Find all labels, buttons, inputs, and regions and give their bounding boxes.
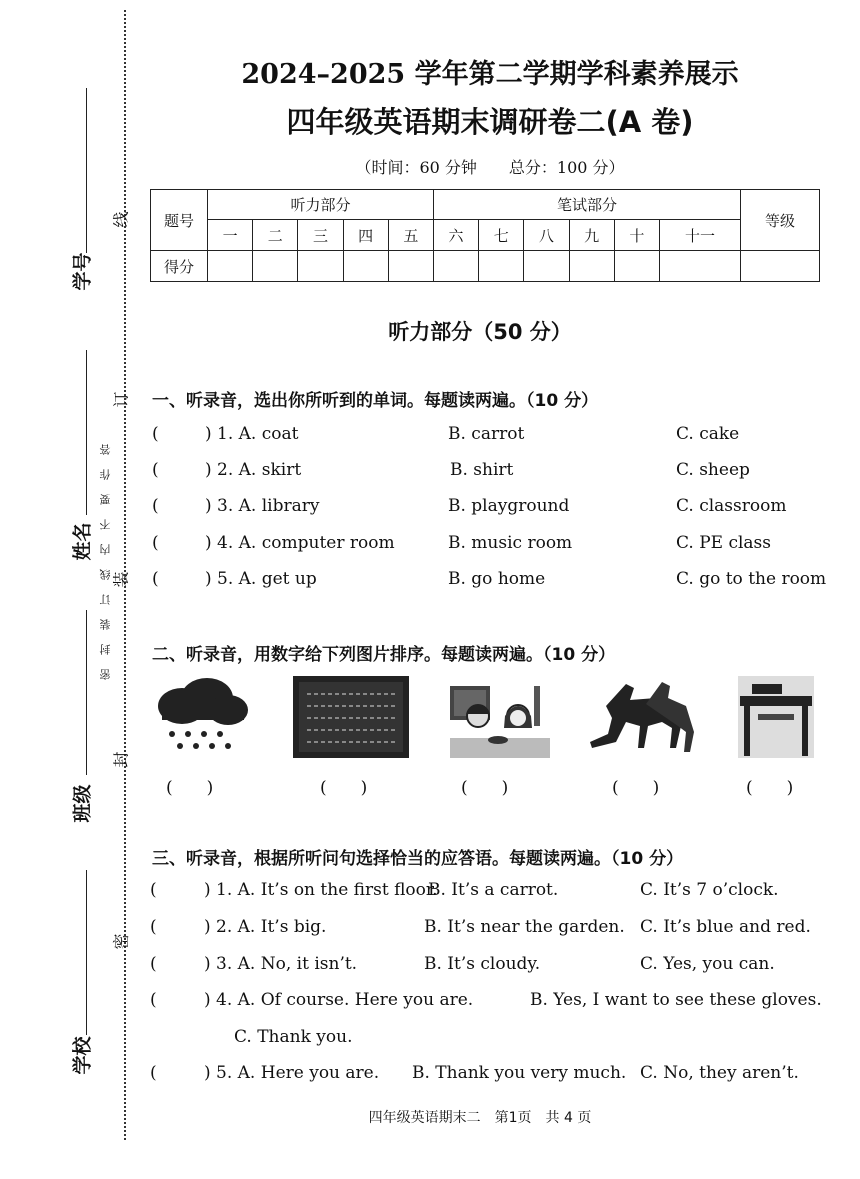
option-a: ) 5. A. get up xyxy=(205,569,317,589)
option-c: C. sheep xyxy=(676,460,750,480)
page-footer: 四年级英语期末二 第1页 共 4 页 xyxy=(368,1110,592,1126)
option-a: ) 1. A. coat xyxy=(205,424,299,444)
col-number: 四 xyxy=(343,220,388,251)
seal-char-ding: 订 xyxy=(111,391,131,408)
writing-header: 笔试部分 xyxy=(433,190,740,220)
score-cell[interactable] xyxy=(524,251,569,282)
col-number: 九 xyxy=(569,220,614,251)
option-b: B. Yes, I want to see these gloves. xyxy=(530,990,822,1010)
answer-paren[interactable]: ( xyxy=(152,460,159,480)
order-blank[interactable]: ( ) xyxy=(746,778,794,798)
class-line xyxy=(86,610,87,775)
q3-title: 三、听录音，根据所听问句选择恰当的应答语。每题读两遍。（10 分） xyxy=(152,849,684,869)
answer-paren[interactable]: ( xyxy=(152,533,159,553)
student-id-label: 学号 xyxy=(71,252,94,291)
option-a: ) 3. A. No, it isn’t. xyxy=(204,954,358,974)
class-label: 班级 xyxy=(71,784,94,823)
option-c: C. It’s blue and red. xyxy=(640,917,811,937)
score-cell[interactable] xyxy=(253,251,298,282)
answer-paren[interactable]: ( xyxy=(152,496,159,516)
option-b: B. It’s cloudy. xyxy=(424,954,541,974)
col-number: 三 xyxy=(298,220,343,251)
answer-paren[interactable]: ( xyxy=(150,990,157,1010)
col-number: 七 xyxy=(479,220,524,251)
option-b: B. It’s near the garden. xyxy=(424,917,625,937)
answer-paren[interactable]: ( xyxy=(150,917,157,937)
option-b: B. carrot xyxy=(448,424,525,444)
q3-item xyxy=(0,880,860,904)
exam-title: 2024–2025 学年第二学期学科素养展示 xyxy=(241,59,739,90)
option-c: C. cake xyxy=(676,424,740,444)
grade-header: 等级 xyxy=(741,190,820,251)
col-number: 一 xyxy=(208,220,253,251)
col-number: 二 xyxy=(253,220,298,251)
score-cell[interactable] xyxy=(388,251,433,282)
col-number: 十 xyxy=(614,220,659,251)
question-number-header: 题号 xyxy=(151,190,208,251)
children-at-table-picture xyxy=(450,676,550,758)
option-a: ) 1. A. It’s on the first floor. xyxy=(204,880,438,900)
option-b: B. playground xyxy=(448,496,570,516)
answer-paren[interactable]: ( xyxy=(152,424,159,444)
horses-picture xyxy=(586,676,696,758)
option-c: C. classroom xyxy=(676,496,787,516)
q3-item xyxy=(0,917,860,941)
q3-item xyxy=(0,990,860,1014)
q1-item xyxy=(0,424,860,448)
order-blank[interactable]: ( ) xyxy=(166,778,214,798)
q2-title: 二、听录音，用数字给下列图片排序。每题读两遍。（10 分） xyxy=(152,645,616,665)
answer-paren[interactable]: ( xyxy=(152,569,159,589)
listening-section-title: 听力部分（50 分） xyxy=(388,320,572,344)
seal-char-xian: 线 xyxy=(111,211,131,228)
score-table xyxy=(150,189,820,282)
order-blank[interactable]: ( ) xyxy=(461,778,509,798)
order-blank[interactable]: ( ) xyxy=(320,778,368,798)
option-b: B. go home xyxy=(448,569,546,589)
answer-paren[interactable]: ( xyxy=(150,880,157,900)
option-c: C. It’s 7 o’clock. xyxy=(640,880,779,900)
exam-subtitle: 四年级英语期末调研卷二(A 卷) xyxy=(286,105,694,139)
option-b: B. music room xyxy=(448,533,573,553)
score-cell[interactable] xyxy=(298,251,343,282)
answer-paren[interactable]: ( xyxy=(150,1063,157,1083)
score-cell[interactable] xyxy=(660,251,741,282)
score-cell[interactable] xyxy=(433,251,478,282)
col-number: 八 xyxy=(524,220,569,251)
seal-char-zhuang: 装 xyxy=(111,571,131,588)
option-a: ) 2. A. skirt xyxy=(205,460,302,480)
q1-item xyxy=(0,460,860,484)
option-b: B. Thank you very much. xyxy=(412,1063,627,1083)
q3-item xyxy=(0,1063,860,1087)
score-cell[interactable] xyxy=(569,251,614,282)
score-cell[interactable] xyxy=(343,251,388,282)
seal-char-feng: 封 xyxy=(111,751,131,768)
option-a: ) 5. A. Here you are. xyxy=(204,1063,380,1083)
name-label: 姓名 xyxy=(71,522,94,561)
option-c: C. PE class xyxy=(676,533,772,553)
q3-item xyxy=(0,954,860,978)
option-c: C. Thank you. xyxy=(234,1027,353,1047)
option-a: ) 2. A. It’s big. xyxy=(204,917,327,937)
listening-header: 听力部分 xyxy=(208,190,434,220)
option-b: B. It’s a carrot. xyxy=(428,880,559,900)
option-c: C. go to the room xyxy=(676,569,827,589)
option-b: B. shirt xyxy=(450,460,514,480)
q3-item-continued xyxy=(0,1027,860,1051)
q1-item xyxy=(0,496,860,520)
option-a: ) 4. A. computer room xyxy=(205,533,395,553)
grade-cell[interactable] xyxy=(741,251,820,282)
rain-cloud-picture xyxy=(152,676,252,758)
q1-title: 一、听录音，选出你所听到的单词。每题读两遍。（10 分） xyxy=(152,391,599,411)
q1-item xyxy=(0,533,860,557)
answer-paren[interactable]: ( xyxy=(150,954,157,974)
seal-char-mi: 密 xyxy=(111,933,131,950)
school-label: 学校 xyxy=(71,1036,94,1075)
option-a: ) 3. A. library xyxy=(205,496,320,516)
option-c: C. Yes, you can. xyxy=(640,954,775,974)
time-info: （时间：60 分钟 总分：100 分） xyxy=(355,158,625,177)
order-blank[interactable]: ( ) xyxy=(612,778,660,798)
blackboard-picture xyxy=(293,676,409,758)
score-cell[interactable] xyxy=(614,251,659,282)
col-number: 十一 xyxy=(660,220,741,251)
col-number: 五 xyxy=(388,220,433,251)
score-cell[interactable] xyxy=(479,251,524,282)
col-number: 六 xyxy=(433,220,478,251)
option-a: ) 4. A. Of course. Here you are. xyxy=(204,990,474,1010)
score-cell[interactable] xyxy=(208,251,253,282)
q1-item xyxy=(0,569,860,593)
option-c: C. No, they aren’t. xyxy=(640,1063,799,1083)
binding-notice: 密封装订线内不要作答 xyxy=(99,430,112,680)
score-row-label: 得分 xyxy=(151,251,208,282)
table-picture xyxy=(738,676,814,758)
